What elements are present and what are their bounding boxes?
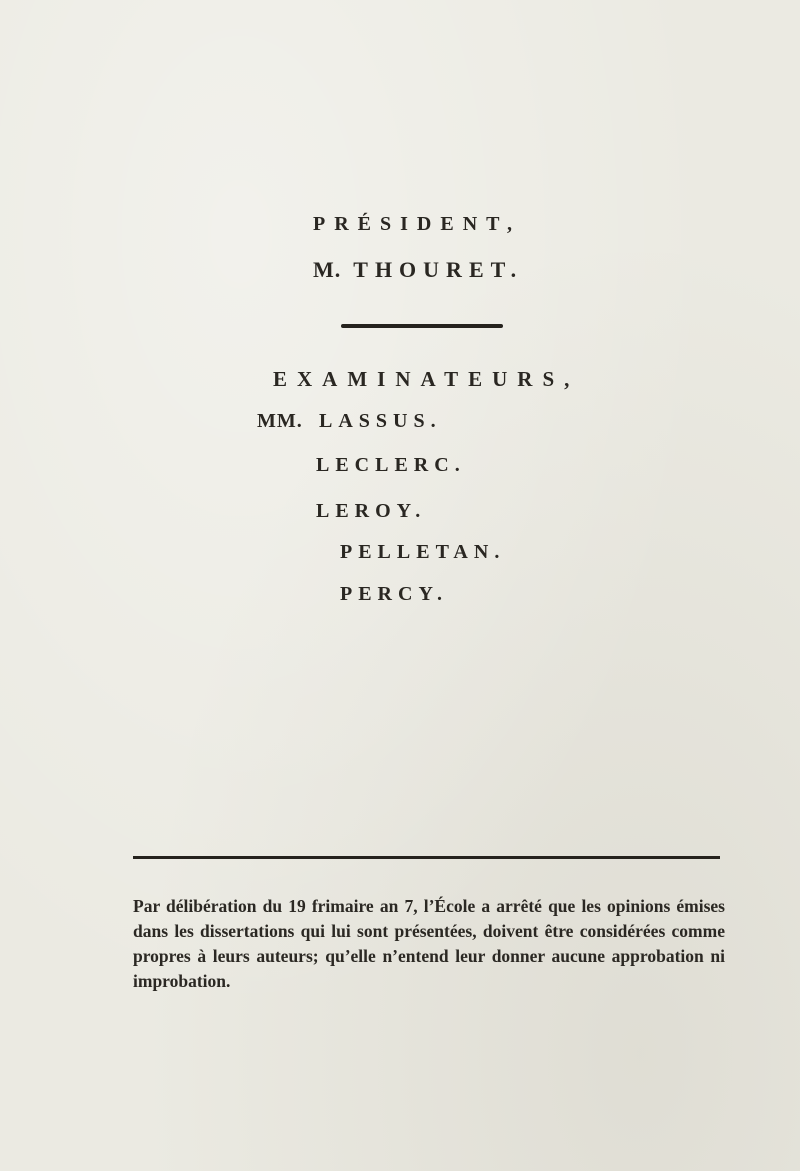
examiner-name: LEROY. <box>316 500 427 522</box>
president-surname: THOURET. <box>353 257 524 282</box>
examiner-name: LASSUS. <box>319 410 442 432</box>
president-heading: PRÉSIDENT, <box>313 213 521 235</box>
examiner-name: PERCY. <box>340 583 449 605</box>
president-title: M. <box>313 257 342 282</box>
examiner-name: PELLETAN. <box>340 541 506 563</box>
president-name-line <box>313 257 523 283</box>
section-divider <box>341 324 503 328</box>
disclaimer-note: Par délibération du 19 frimaire an 7, l’École a arrêté que les opinions émises dans les dissertations qui lui sont présentées, doivent être considérées comme propres à leurs auteurs; qu’elle n’entend leur donner aucune approbation ni improbation. <box>133 895 725 991</box>
footer-divider <box>133 856 720 859</box>
examiners-heading: EXAMINATEURS, <box>273 367 580 391</box>
examiner-name: LECLERC. <box>316 454 466 476</box>
examiners-prefix: MM. <box>257 410 303 432</box>
